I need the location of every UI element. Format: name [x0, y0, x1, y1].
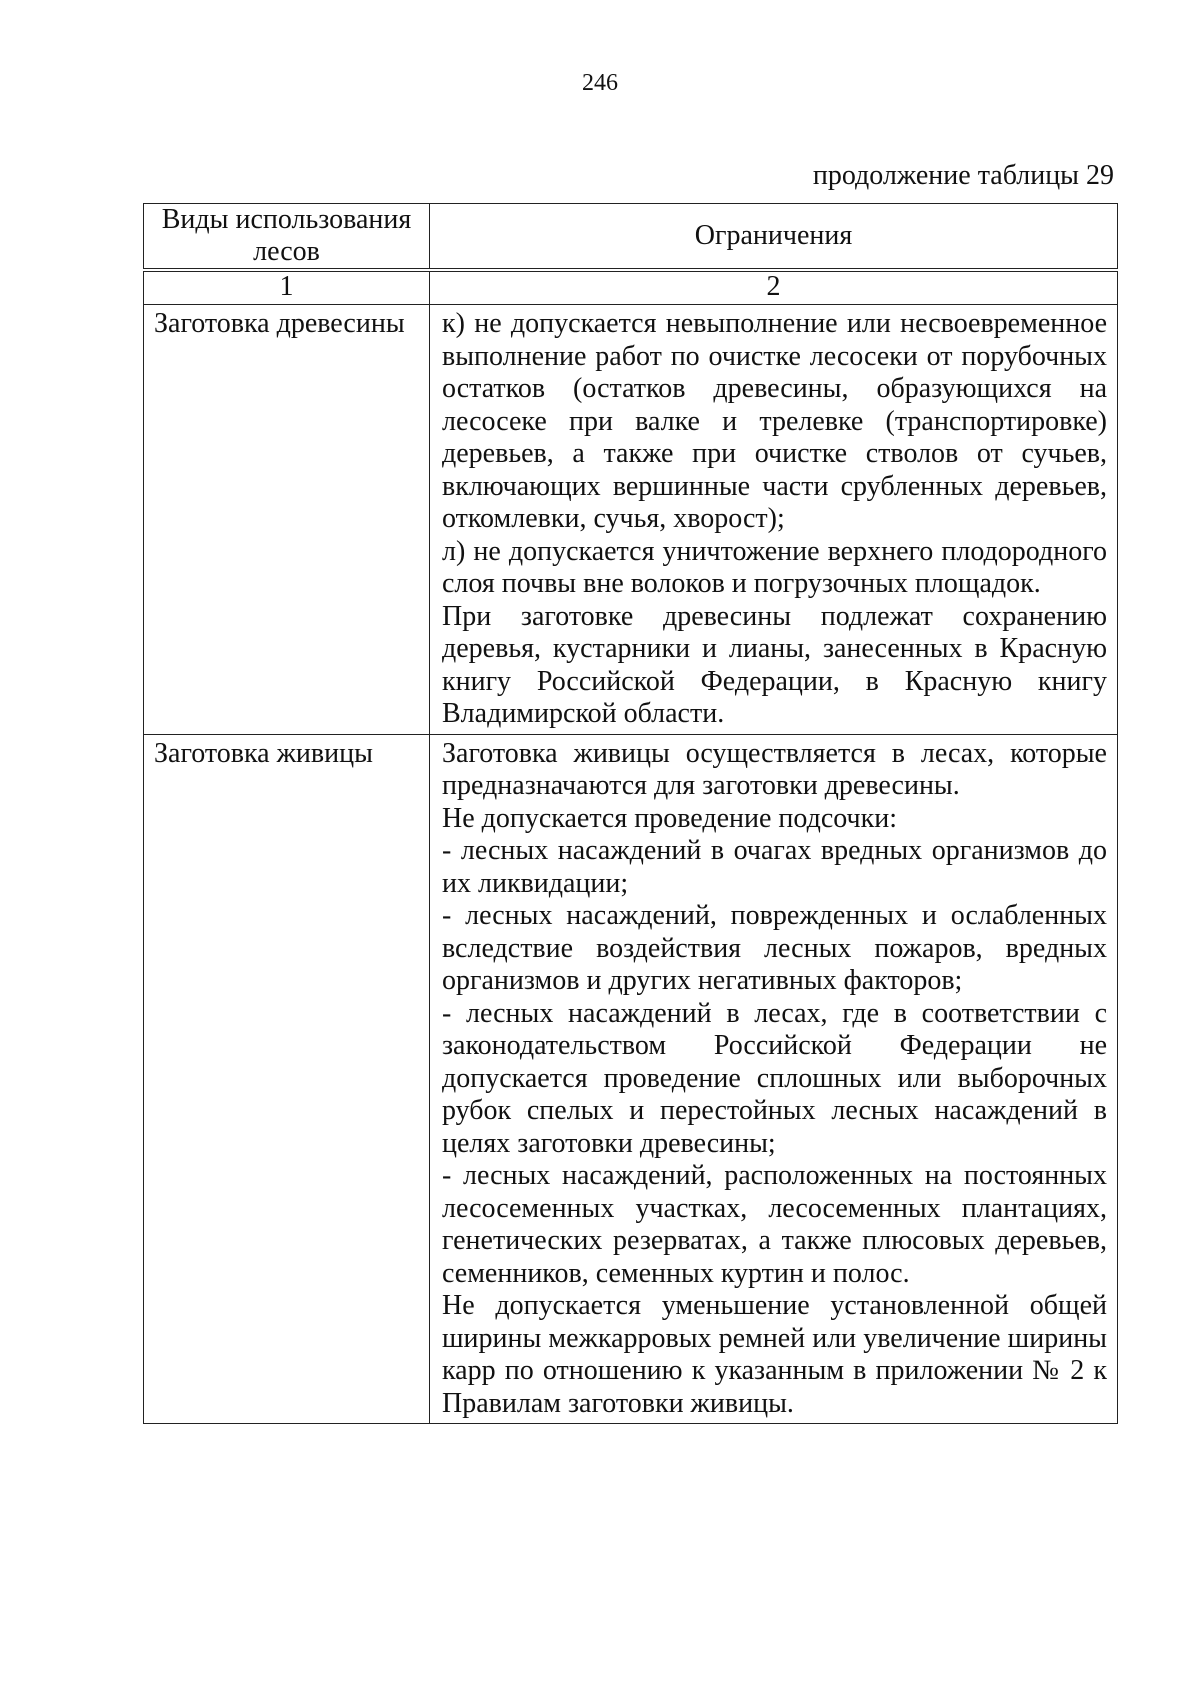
- column-number-row: [144, 270, 1118, 305]
- restriction-paragraph: к) не допускается невыполнение или несвоевременное выполнение работ по очистке лесосеки от порубочных остатков (остатков древесины, образующихся на лесосеке при валке и трелевке (транспортировке) деревьев, а также при очистке стволов от сучьев, включающих вершинные части срубленных деревьев, откомлевки, сучья, хворост);: [442, 308, 1107, 534]
- restriction-paragraph: л) не допускается уничтожение верхнего плодородного слоя почвы вне волоков и погрузочных площадок.: [442, 535, 1107, 599]
- column-number-1: 1: [144, 270, 430, 305]
- page-number: 246: [582, 70, 618, 96]
- table-row: [144, 305, 1118, 735]
- row-restrictions-timber-harvesting: [430, 305, 1118, 735]
- row-type-resin-harvesting: Заготовка живицы: [144, 734, 430, 1424]
- restriction-paragraph: - лесных насаждений, расположенных на постоянных лесосеменных участках, лесосеменных плантациях, генетических резерватах, а также плюсовых деревьев, семенников, семенных куртин и полос.: [442, 1160, 1107, 1289]
- restriction-paragraph: - лесных насаждений в лесах, где в соответствии с законодательством Российской Федерации не допускается проведение сплошных или выборочных рубок спелых и перестойных лесных насаждений в целях заготовки древесины;: [442, 997, 1107, 1159]
- row-type-timber-harvesting: Заготовка древесины: [144, 305, 430, 735]
- column-number-2: 2: [430, 270, 1118, 305]
- restriction-paragraph: Не допускается проведение подсочки:: [442, 802, 897, 834]
- restriction-paragraph: - лесных насаждений, поврежденных и ослабленных вследствие воздействия лесных пожаров, вредных организмов и других негативных факторов;: [442, 900, 1107, 996]
- row-restrictions-resin-harvesting: [430, 734, 1118, 1424]
- restriction-paragraph: Не допускается уменьшение установленной общей ширины межкарровых ремней или увеличение ширины карр по отношению к указанным в приложении № 2 к Правилам заготовки живицы.: [442, 1290, 1107, 1419]
- table-continuation-label: продолжение таблицы 29: [812, 160, 1114, 191]
- restriction-paragraph: - лесных насаждений в очагах вредных организмов до их ликвидации;: [442, 835, 1107, 899]
- restriction-paragraph: Заготовка живицы осуществляется в лесах, которые предназначаются для заготовки древесины.: [442, 737, 1107, 801]
- header-forest-use-types: Виды использования лесов: [144, 204, 430, 271]
- header-restrictions: Ограничения: [430, 204, 1118, 271]
- restrictions-table: [143, 203, 1118, 1424]
- restriction-paragraph: При заготовке древесины подлежат сохранению деревья, кустарники и лианы, занесенных в Красную книгу Российской Федерации, в Красную книгу Владимирской области.: [442, 600, 1107, 729]
- table-row: [144, 734, 1118, 1424]
- table-header-row: [144, 204, 1118, 271]
